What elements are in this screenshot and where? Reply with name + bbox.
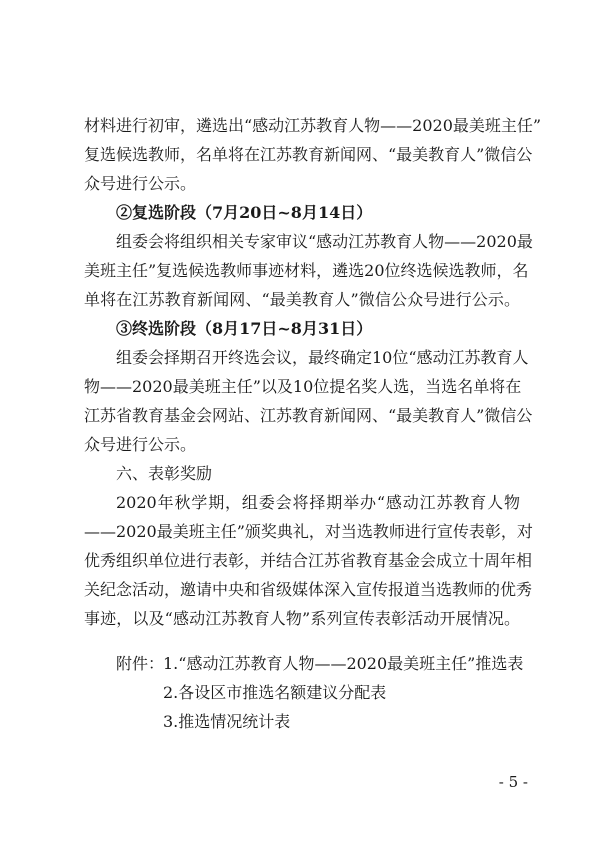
attachments-label: 附件： [116,654,165,673]
paragraph-line: 优秀组织单位进行表彰，并结合江苏省教育基金会成立十周年相 [84,551,533,570]
stage-heading-final: ③终选阶段（8月17日~8月31日） [116,319,373,338]
paragraph-line: 2020年秋学期，组委会将择期举办“感动江苏教育人物 [116,493,520,512]
paragraph-line: 众号进行公示。 [84,435,197,454]
paragraph-line: 物——2020最美班主任”以及10位提名奖人选，当选名单将在 [84,377,522,396]
paragraph-line: ——2020最美班主任”颁奖典礼，对当选教师进行宣传表彰，对 [84,522,533,541]
attachment-item: 1.“感动江苏教育人物——2020最美班主任”推选表 [163,654,524,673]
paragraph-line: 组委会将组织相关专家审议“感动江苏教育人物——2020最 [116,232,533,251]
paragraph-line: 关纪念活动，邀请中央和省级媒体深入宣传报道当选教师的优秀 [84,580,533,599]
attachment-item: 2.各设区市推选名额建议分配表 [163,683,387,702]
paragraph-line: 复选候选教师，名单将在江苏教育新闻网、“最美教育人”微信公 [84,145,533,164]
paragraph-line: 事迹，以及“感动江苏教育人物”系列宣传表彰活动开展情况。 [84,609,520,628]
attachment-item: 3.推选情况统计表 [163,712,291,731]
paragraph-line: 材料进行初审，遴选出“感动江苏教育人物——2020最美班主任” [84,116,542,135]
paragraph-line: 单将在江苏教育新闻网、“最美教育人”微信公众号进行公示。 [84,290,520,309]
paragraph-line: 组委会择期召开终选会议，最终确定10位“感动江苏教育人 [116,348,529,367]
page-number: - 5 - [498,773,528,791]
stage-heading-review: ②复选阶段（7月20日~8月14日） [116,203,373,222]
paragraph-line: 江苏省教育基金会网站、江苏教育新闻网、“最美教育人”微信公 [84,406,533,425]
section-heading-awards: 六、表彰奖励 [116,464,213,483]
paragraph-line: 众号进行公示。 [84,174,197,193]
paragraph-line: 美班主任”复选候选教师事迹材料，遴选20位终选候选教师，名 [84,261,529,280]
